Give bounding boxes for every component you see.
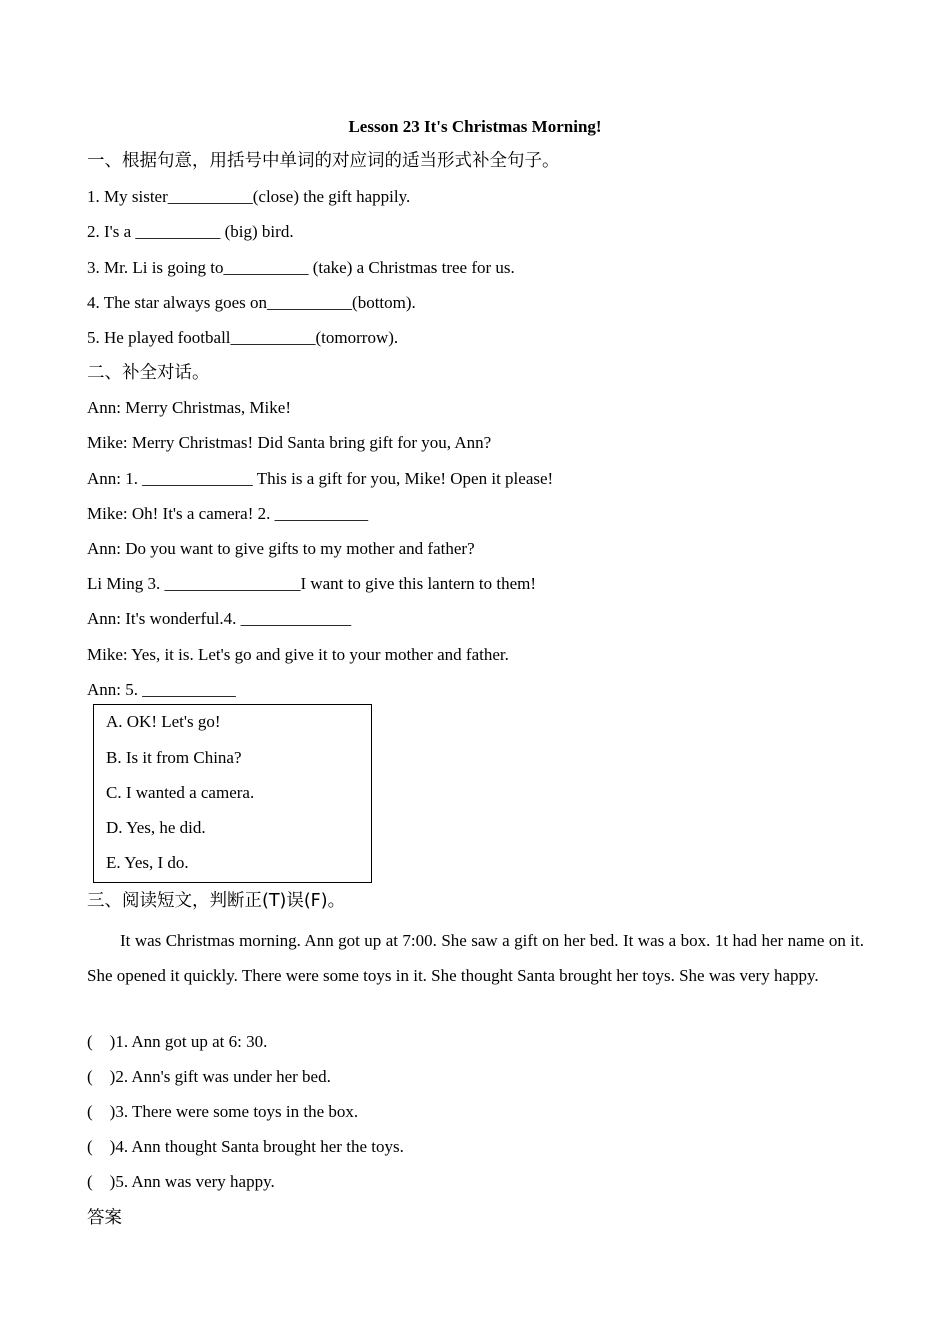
dialogue-line: Ann: Merry Christmas, Mike!	[87, 398, 291, 417]
dialogue-line: Ann: It's wonderful.4. _____________	[87, 609, 352, 628]
dialogue-line: Mike: Oh! It's a camera! 2. ___________	[87, 504, 369, 523]
exercise-item: 5. He played football__________(tomorrow).	[87, 328, 399, 347]
lesson-title	[0, 117, 950, 137]
judgement-item: ( )4. Ann thought Santa brought her the toys.	[87, 1137, 404, 1156]
title-text: Lesson 23 It's Christmas Morning!	[348, 117, 602, 136]
option: C. I wanted a camera.	[106, 783, 255, 802]
dialogue-line: Ann: 1. _____________ This is a gift for you, Mike! Open it please!	[87, 469, 554, 488]
dialogue-line: Mike: Yes, it is. Let's go and give it to your mother and father.	[87, 645, 509, 664]
exercise-item: 3. Mr. Li is going to__________ (take) a Christmas tree for us.	[87, 258, 515, 277]
judgement-item: ( )3. There were some toys in the box.	[87, 1102, 359, 1121]
section2-heading: 二、补全对话。	[87, 363, 210, 383]
exercise-item: 2. I's a __________ (big) bird.	[87, 222, 294, 241]
dialogue-line: Mike: Merry Christmas! Did Santa bring gift for you, Ann?	[87, 433, 492, 452]
option: A. OK! Let's go!	[106, 712, 221, 731]
dialogue-line: Li Ming 3. ________________I want to give this lantern to them!	[87, 574, 537, 593]
section1-heading: 一、根据句意，用括号中单词的对应词的适当形式补全句子。	[87, 151, 560, 171]
option: D. Yes, he did.	[106, 818, 206, 837]
judgement-item: ( )2. Ann's gift was under her bed.	[87, 1067, 331, 1086]
dialogue-line: Ann: 5. ___________	[87, 680, 236, 699]
judgement-item: ( )1. Ann got up at 6: 30.	[87, 1032, 268, 1051]
dialogue-line: Ann: Do you want to give gifts to my mother and father?	[87, 539, 475, 558]
exercise-item: 1. My sister__________(close) the gift happily.	[87, 187, 411, 206]
section3-heading: 三、阅读短文，判断正(T)误(F)。	[87, 891, 346, 911]
option: E. Yes, I do.	[106, 853, 189, 872]
judgement-item: ( )5. Ann was very happy.	[87, 1172, 275, 1191]
reading-passage: It was Christmas morning. Ann got up at 7:00. She saw a gift on her bed. It was a box. 1t had her name on it. She opened it quickly. There were some toys in it. She thought Santa brought her toys. She was very happy.	[87, 931, 864, 985]
exercise-item: 4. The star always goes on__________(bottom).	[87, 293, 416, 312]
option: B. Is it from China?	[106, 748, 242, 767]
answers-heading: 答案	[87, 1208, 122, 1228]
